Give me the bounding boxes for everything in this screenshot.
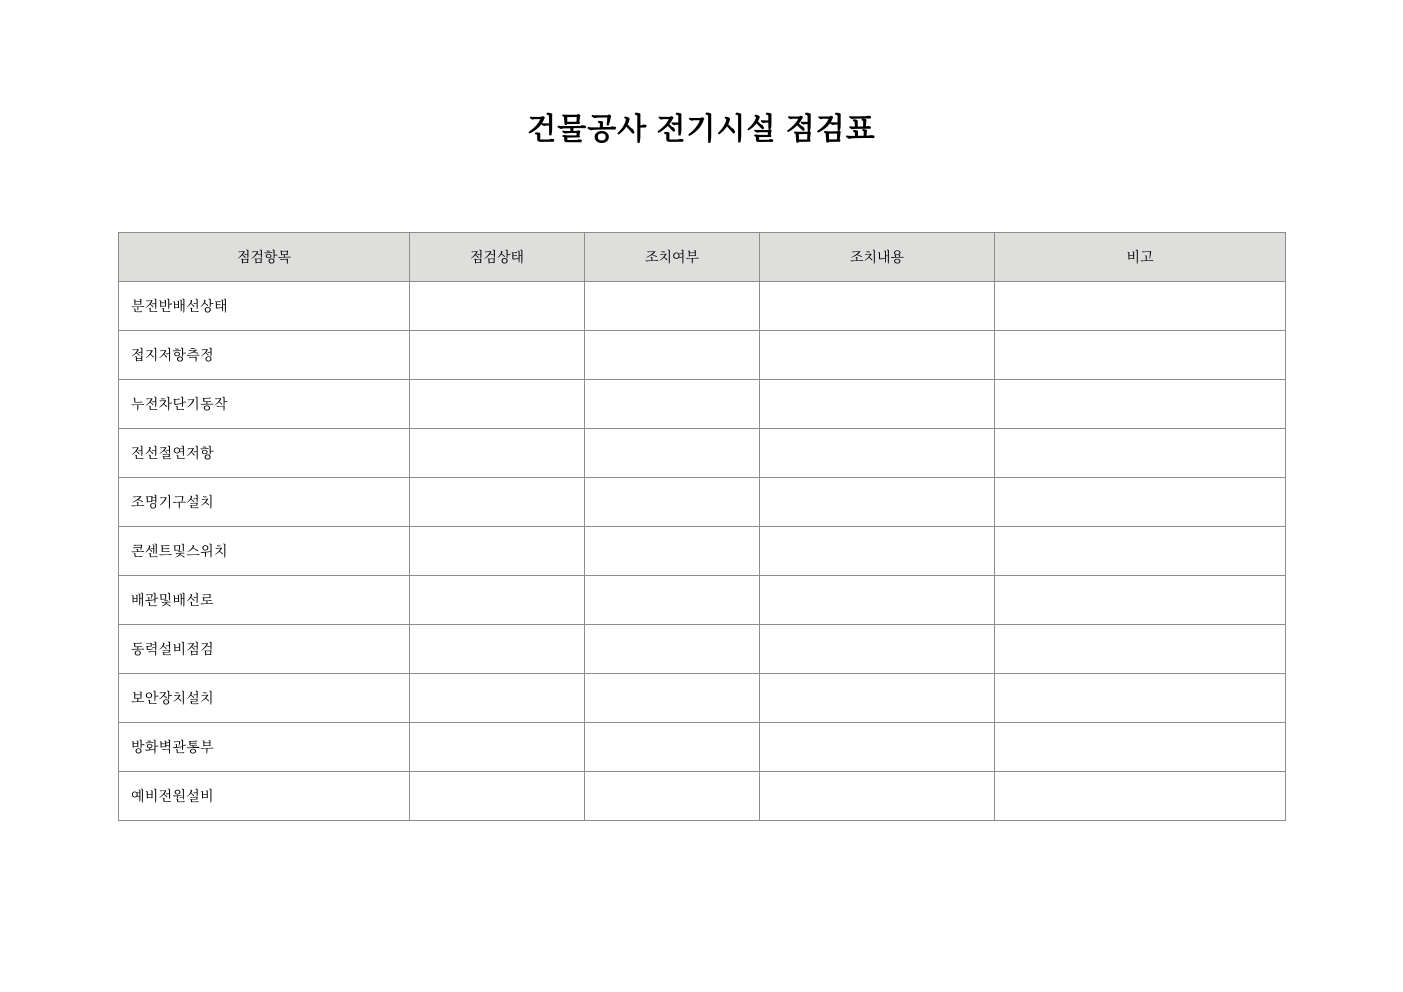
cell-detail[interactable] [760,380,995,429]
cell-item: 동력설비점검 [119,625,410,674]
cell-action[interactable] [585,282,760,331]
table-row [119,576,1286,625]
table-row [119,429,1286,478]
table-row [119,527,1286,576]
cell-action[interactable] [585,429,760,478]
cell-state[interactable] [410,282,585,331]
cell-state[interactable] [410,576,585,625]
table-header-row [119,233,1286,282]
column-header-action: 조치여부 [585,233,760,282]
table-body [119,282,1286,821]
cell-item: 보안장치설치 [119,674,410,723]
column-header-item: 점검항목 [119,233,410,282]
column-header-note: 비고 [995,233,1286,282]
table-row [119,625,1286,674]
column-header-detail: 조치내용 [760,233,995,282]
table-row [119,282,1286,331]
cell-note[interactable] [995,527,1286,576]
table-row [119,723,1286,772]
cell-action[interactable] [585,723,760,772]
cell-note[interactable] [995,429,1286,478]
cell-item: 누전차단기동작 [119,380,410,429]
cell-note[interactable] [995,282,1286,331]
cell-state[interactable] [410,723,585,772]
table-row [119,380,1286,429]
table-row [119,674,1286,723]
cell-action[interactable] [585,576,760,625]
cell-detail[interactable] [760,625,995,674]
table-row [119,772,1286,821]
table-row [119,331,1286,380]
checklist-table [118,232,1286,821]
column-header-state: 점검상태 [410,233,585,282]
cell-action[interactable] [585,625,760,674]
cell-action[interactable] [585,478,760,527]
cell-note[interactable] [995,380,1286,429]
page-title: 건물공사 전기시설 점검표 [527,113,876,146]
cell-state[interactable] [410,674,585,723]
cell-note[interactable] [995,723,1286,772]
cell-detail[interactable] [760,576,995,625]
cell-note[interactable] [995,674,1286,723]
cell-state[interactable] [410,331,585,380]
cell-item: 예비전원설비 [119,772,410,821]
cell-detail[interactable] [760,282,995,331]
cell-item: 방화벽관통부 [119,723,410,772]
cell-detail[interactable] [760,429,995,478]
cell-detail[interactable] [760,772,995,821]
cell-note[interactable] [995,478,1286,527]
cell-action[interactable] [585,331,760,380]
cell-note[interactable] [995,772,1286,821]
cell-state[interactable] [410,380,585,429]
cell-note[interactable] [995,625,1286,674]
cell-item: 조명기구설치 [119,478,410,527]
cell-item: 배관및배선로 [119,576,410,625]
cell-detail[interactable] [760,723,995,772]
checklist-table-container [118,232,1285,821]
table-row [119,478,1286,527]
cell-detail[interactable] [760,331,995,380]
cell-note[interactable] [995,331,1286,380]
cell-state[interactable] [410,478,585,527]
cell-state[interactable] [410,625,585,674]
cell-item: 분전반배선상태 [119,282,410,331]
cell-action[interactable] [585,772,760,821]
cell-item: 전선절연저항 [119,429,410,478]
cell-state[interactable] [410,527,585,576]
cell-state[interactable] [410,429,585,478]
cell-state[interactable] [410,772,585,821]
cell-action[interactable] [585,674,760,723]
cell-action[interactable] [585,380,760,429]
cell-detail[interactable] [760,527,995,576]
table-header [119,233,1286,282]
cell-action[interactable] [585,527,760,576]
cell-detail[interactable] [760,674,995,723]
cell-detail[interactable] [760,478,995,527]
cell-item: 접지저항측정 [119,331,410,380]
cell-item: 콘센트및스위치 [119,527,410,576]
cell-note[interactable] [995,576,1286,625]
